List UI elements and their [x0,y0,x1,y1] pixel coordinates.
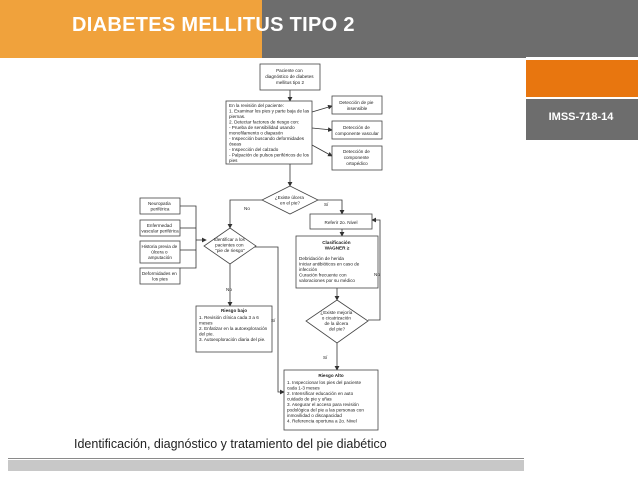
svg-text:Deformidades en los pies: Deformidades en los pies [141,271,177,282]
svg-text:No: No [374,272,380,277]
footer-bar [8,460,524,471]
document-code: IMSS-718-14 [548,111,614,123]
svg-text:Detección de pie insensi: Detección de pie insensible [339,100,374,111]
svg-text:¿Existe mejoría o cicatr: ¿Existe mejoría o cicatrización de la úlcera del pie? [320,310,353,332]
svg-text:Neuropatía periférica: Neuropatía periférica [147,201,171,212]
svg-text:Riesgo Alto: Riesgo Alto [318,373,344,378]
check-box-2 [332,121,382,139]
svg-text:Sí: Sí [271,318,276,323]
svg-text:No: No [244,206,250,211]
check-box-1 [332,96,382,114]
svg-text:No: No [226,287,232,292]
review-text: En la revisión del paciente: 1. Examinar los pies y parte baja de las piernas. 2. Detectar factores de riesgo con: - Prueba de sensibilidad usando monofilamento o diapasón - Inspección buscando deformidades óseas - Inspección del calzado - Palpación de pulsos periféricos de los pies [229,103,310,163]
footer-divider [8,458,524,459]
svg-text:1. Inspeccionar los pies del p: 1. Inspeccionar los pies del paciente cada 1-3 meses 2. Intensificar educación en auto cuidado de pie y uñas 3. Asegurar el acceso para revisión podológica del pie a las personas con inmovilidad o discapacidad 4. Referencia oportuna a 2o. Nivel [287,380,364,424]
figure-caption: Identificación, diagnóstico y tratamiento del pie diabético [74,437,387,451]
svg-text:Identificar a los pacien: Identificar a los pacientes con "pie de riesgo" [213,237,245,253]
svg-text:Sí: Sí [324,202,329,207]
svg-text:1. Revisión clínica cada 3 a 6: 1. Revisión clínica cada 3 a 6 meses 2. Enfatizar en la autoexploración del pie. 3. Autoexploración diaria del pie. [199,315,268,342]
svg-text:Clasificación WAGNER ≥: Clasificación WAGNER ≥ [322,240,351,251]
svg-text:Riesgo bajo: Riesgo bajo [220,308,248,313]
svg-text:Sí: Sí [323,355,328,360]
page-title: DIABETES MELLITUS TIPO 2 [72,14,355,36]
svg-text:Enfermedad vascular peri: Enfermedad vascular periférica [141,223,179,234]
svg-text:¿Existe úlcera en el pie: ¿Existe úlcera en el pie? [274,195,304,206]
svg-text:Detección de componente: Detección de componente vascular [335,125,379,136]
start-text: Paciente con diagnóstico de diabetes mellitus tipo 2 [265,68,314,85]
svg-text:Detección de componente: Detección de componente ortopédico [342,149,370,166]
svg-text:Referir 2o. Nivel: Referir 2o. Nivel [324,220,358,225]
svg-text:Debridación de herida In: Debridación de herida Iniciar antibióticos en caso de infección Curación frecuente con valoraciones por su médico [299,256,360,283]
svg-text:Historia previa de úlcer: Historia previa de úlcera o amputación [141,244,178,260]
